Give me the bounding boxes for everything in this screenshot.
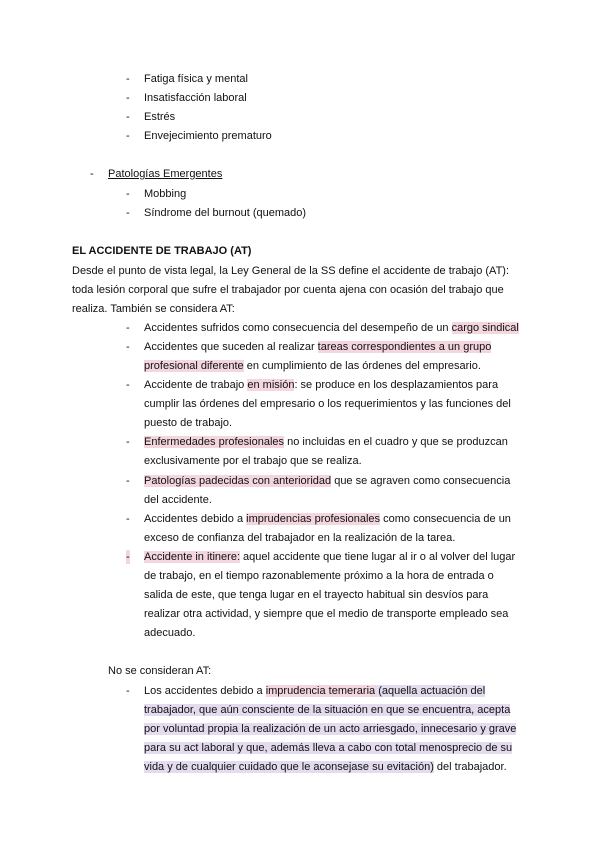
list-item-continuation: del accidente. — [144, 494, 212, 506]
list-dash: - — [126, 130, 130, 142]
list-dash: - — [126, 73, 130, 85]
highlight: tareas correspondientes a un grupo — [317, 341, 492, 353]
highlight: profesional diferente — [144, 360, 244, 372]
list-dash: - — [126, 322, 130, 334]
list-item: Estrés — [144, 111, 176, 123]
list-dash: - — [126, 475, 130, 487]
list-item: Accidentes que suceden al realizar tareas correspondientes a un grupo — [144, 341, 492, 353]
emergentes-title: Patologías Emergentes — [108, 168, 223, 180]
list-item-continuation: puesto de trabajo. — [144, 417, 233, 429]
list-item-continuation: profesional diferente en cumplimiento de las órdenes del empresario. — [144, 360, 481, 372]
list-dash: - — [126, 207, 130, 219]
list-item-continuation: vida y de cualquier cuidado que le aconsejase su evitación) del trabajador. — [144, 761, 507, 773]
list-item-continuation: salida de este, que tenga lugar en el trayecto habitual sin desvíos para — [144, 589, 489, 601]
highlight: cargo sindical — [451, 322, 519, 334]
list-dash: - — [126, 92, 130, 104]
section-heading: EL ACCIDENTE DE TRABAJO (AT) — [72, 245, 252, 257]
highlight: imprudencia temeraria — [265, 685, 376, 697]
list-item: Síndrome del burnout (quemado) — [144, 207, 307, 219]
paragraph-line: toda lesión corporal que sufre el trabajador por cuenta ajena con ocasión del trabajo que — [72, 284, 504, 296]
list-item: Insatisfacción laboral — [144, 92, 247, 104]
list-item: Patologías padecidas con anterioridad que se agraven como consecuencia — [144, 475, 511, 487]
list-dash: - — [126, 379, 130, 391]
list-item-continuation: de trabajo, en el tiempo razonablemente próximo a la hora de entrada o — [144, 570, 494, 582]
list-item-continuation — [144, 722, 516, 736]
list-dash: - — [126, 188, 130, 200]
highlight: trabajador, que aún consciente de la situación en que se encuentra, acepta — [144, 704, 511, 716]
list-item: Accidentes debido a imprudencias profesionales como consecuencia de un — [144, 513, 511, 525]
highlight: en misión — [247, 379, 295, 391]
list-item: Mobbing — [144, 188, 187, 200]
highlight: (aquella actuación del — [375, 685, 486, 697]
list-item-continuation: cumplir las órdenes del empresario o los requerimientos y las funciones del — [144, 398, 511, 410]
list-item-continuation: exceso de confianza del trabajador en la realización de la tarea. — [144, 532, 456, 544]
list-dash: - — [126, 685, 130, 697]
highlight: para su act laboral y que, además lleva a cabo con total menosprecio de su — [144, 742, 513, 754]
highlight: Patologías padecidas con anterioridad — [144, 475, 332, 487]
list-dash: - — [126, 513, 130, 525]
list-dash: - — [126, 111, 130, 123]
highlight: Enfermedades profesionales — [144, 436, 285, 448]
list-dash: - — [126, 341, 130, 353]
list-dash: - — [90, 168, 94, 180]
list-dash: - — [126, 436, 130, 448]
highlight: imprudencias profesionales — [246, 513, 381, 525]
list-item: Enfermedades profesionales no incluidas en el cuadro y que se produzcan — [144, 436, 508, 448]
list-item: Accidentes sufridos como consecuencia del desempeño de un cargo sindical — [144, 322, 519, 334]
list-item: Accidente in itinere: aquel accidente que tiene lugar al ir o al volver del lugar — [144, 551, 516, 563]
list-item-continuation — [144, 703, 510, 717]
list-item: Envejecimiento prematuro — [144, 130, 272, 142]
paragraph-line: Desde el punto de vista legal, la Ley General de la SS define el accidente de trabajo (AT): — [72, 265, 510, 277]
highlight: vida y de cualquier cuidado que le aconsejase su evitación) — [144, 761, 434, 773]
highlight: Accidente in itinere: — [144, 551, 240, 563]
list-dash: - — [126, 551, 130, 563]
list-item: Los accidentes debido a imprudencia temeraria (aquella actuación del — [144, 685, 486, 697]
list-item-continuation: realizar otra actividad, y siempre que el medio de transporte empleado sea — [144, 608, 509, 620]
list-item-continuation — [144, 741, 512, 755]
list-item-continuation: exclusivamente por el trabajo que se realiza. — [144, 455, 362, 467]
highlight: por voluntad propia la realización de un acto arriesgado, innecesario y grave — [144, 723, 517, 735]
list-item-continuation: adecuado. — [144, 627, 196, 639]
subsection-title: No se consideran AT: — [108, 665, 212, 677]
list-item: Fatiga física y mental — [144, 73, 248, 85]
paragraph-line: realiza. También se considera AT: — [72, 303, 235, 315]
list-item: Accidente de trabajo en misión: se produce en los desplazamientos para — [144, 379, 499, 391]
